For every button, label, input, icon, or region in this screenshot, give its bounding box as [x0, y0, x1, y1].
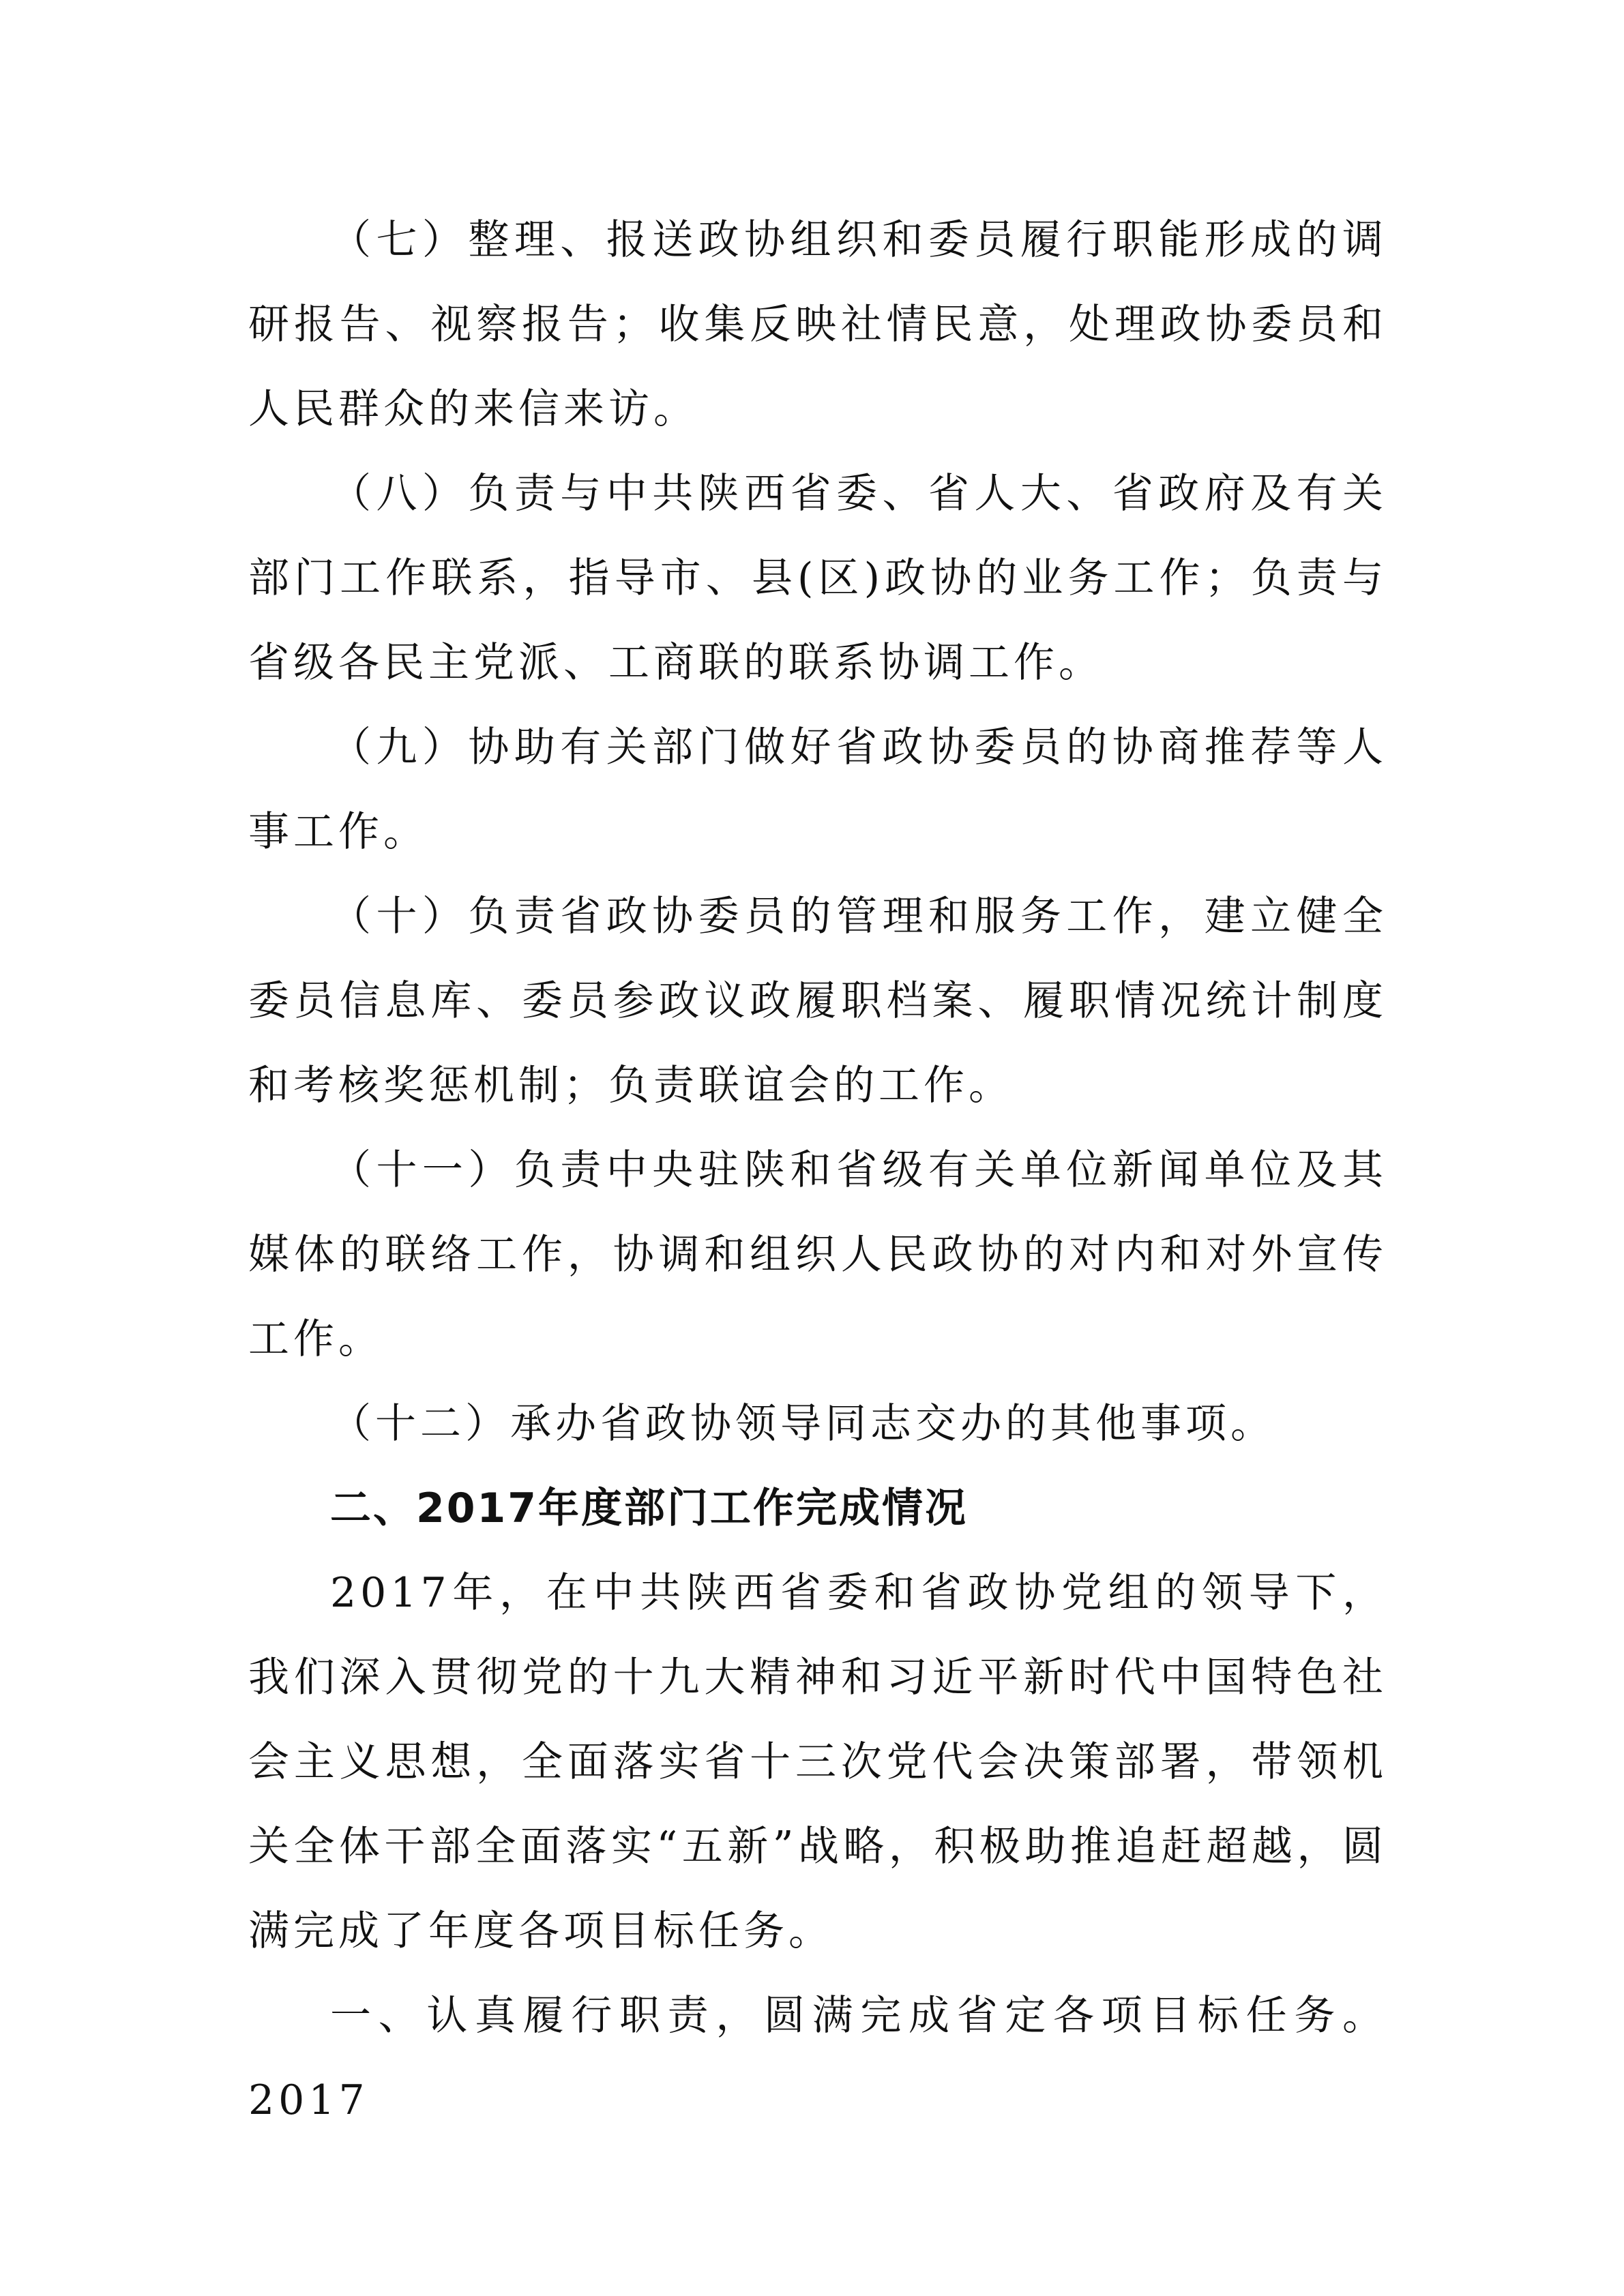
- paragraph-duty-9: （九）协助有关部门做好省政协委员的协商推荐等人事工作。: [248, 724, 1387, 856]
- paragraph-duty-11: （十一）负责中央驻陕和省级有关单位新闻单位及其媒体的联络工作，协调和组织人民政协的对内和对外宣传工作。: [248, 1146, 1387, 1363]
- paragraph-duty-7: （七）整理、报送政协组织和委员履行职能形成的调研报告、视察报告；收集反映社情民意，处理政协委员和人民群众的来信来访。: [248, 216, 1387, 433]
- paragraph-item-1: 一、认真履行职责，圆满完成省定各项目标任务。2017: [248, 1992, 1387, 2124]
- paragraph-duty-10: （十）负责省政协委员的管理和服务工作，建立健全委员信息库、委员参政议政履职档案、履职情况统计制度和考核奖惩机制；负责联谊会的工作。: [248, 893, 1387, 1109]
- paragraph-duty-12: （十二）承办省政协领导同志交办的其他事项。: [330, 1400, 1275, 1448]
- section-heading: 二、2017年度部门工作完成情况: [330, 1485, 968, 1532]
- paragraph-summary: 2017年，在中共陕西省委和省政协党组的领导下，我们深入贯彻党的十九大精神和习近平新时代中国特色社会主义思想，全面落实省十三次党代会决策部署，带领机关全体干部全面落实“五新”战略，积极助推追赶超越，圆满完成了年度各项目标任务。: [248, 1569, 1387, 1955]
- document-body: [248, 198, 1387, 2143]
- paragraph-duty-8: （八）负责与中共陕西省委、省人大、省政府及有关部门工作联系，指导市、县(区)政协的业务工作；负责与省级各民主党派、工商联的联系协调工作。: [248, 470, 1387, 687]
